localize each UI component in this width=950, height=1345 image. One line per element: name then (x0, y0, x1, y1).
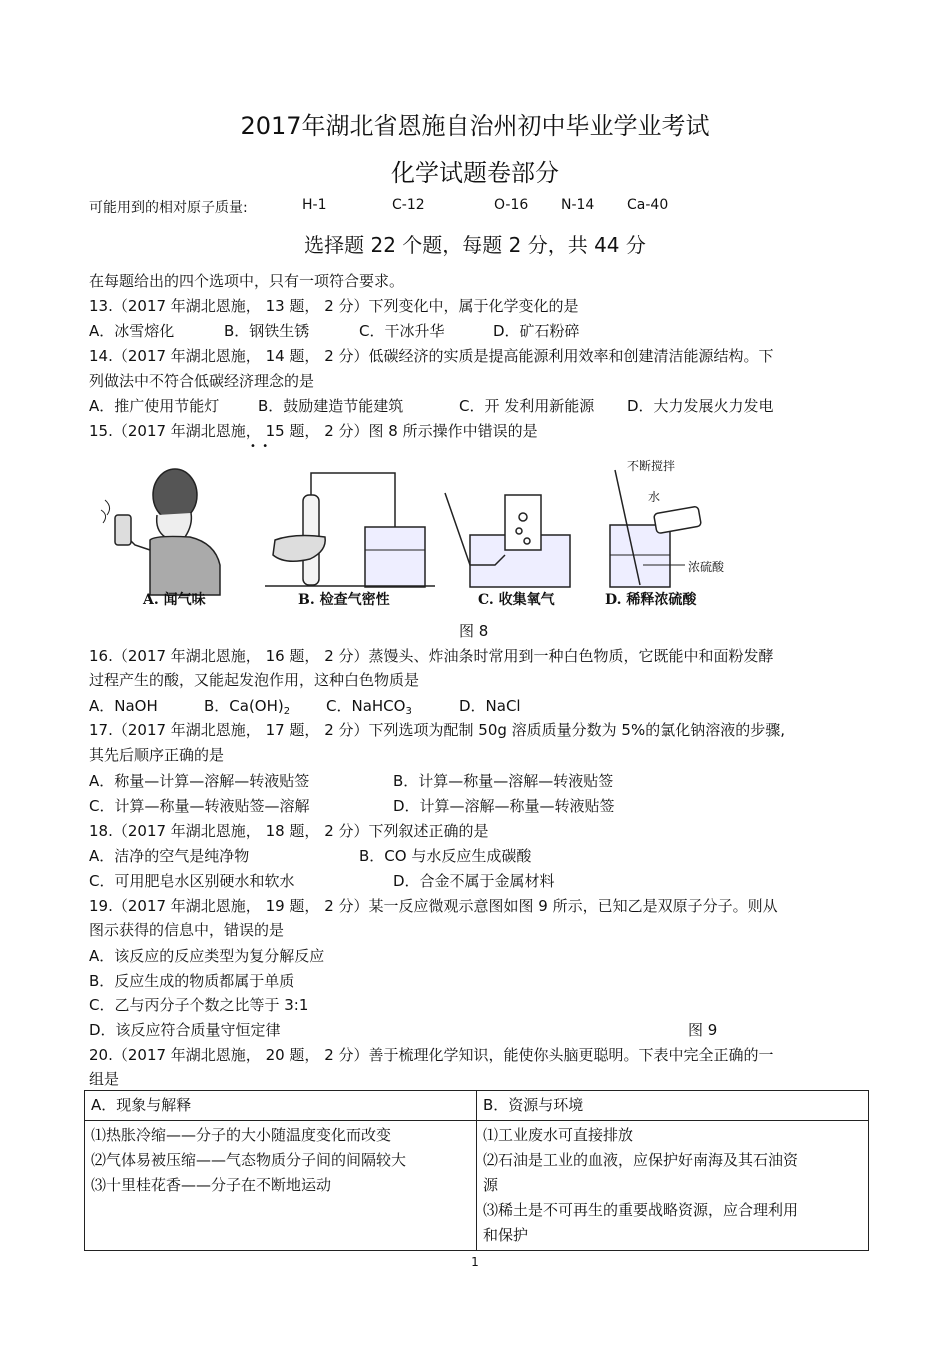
q18-option-d: D．合金不属于金属材料 (393, 872, 555, 890)
q13-stem: 13.（2017 年湖北恩施， 13 题， 2 分）下列变化中，属于化学变化的是 (89, 297, 579, 315)
q18-option-b: B．CO 与水反应生成碳酸 (359, 847, 532, 865)
q19-option-b: B．反应生成的物质都属于单质 (89, 972, 295, 990)
q20-b-item: 和保护 (483, 1226, 529, 1244)
figure-8-label-stir: 不断搅拌 (627, 459, 676, 473)
q14-option-a: A．推广使用节能灯 (89, 397, 220, 415)
q19-stem-line1: 19.（2017 年湖北恩施， 19 题， 2 分）某一反应微观示意图如图 9 所示，已知乙是双原子分子。则从 (89, 897, 778, 915)
figure-8a-person-smelling (101, 469, 220, 595)
q17-stem-line2: 其先后顺序正确的是 (89, 746, 225, 764)
q20-a-item: ⑶十里桂花香——分子在不断地运动 (91, 1176, 332, 1194)
q20-table (84, 1090, 869, 1251)
q20-cell-a (85, 1121, 477, 1251)
figure-8-caption-b: B. 检查气密性 (298, 592, 390, 608)
q18-option-a: A．洁净的空气是纯净物 (89, 847, 250, 865)
figure-8-caption-a: A. 闻气味 (143, 592, 206, 608)
emphasis-dots: • • (250, 441, 269, 452)
q13-option-a: A．冰雪熔化 (89, 322, 175, 340)
q19-option-c: C．乙与丙分子个数之比等于 3:1 (89, 996, 309, 1014)
figure-9-label: 图 9 (688, 1021, 718, 1039)
atomic-mass-ca: Ca-40 (627, 197, 669, 213)
figure-8b-airtightness-check (265, 473, 435, 587)
q20-a-item: ⑴热胀冷缩——分子的大小随温度变化而改变 (91, 1126, 392, 1144)
section-heading: 选择题 22 个题，每题 2 分，共 44 分 (304, 233, 646, 257)
atomic-mass-o: O-16 (494, 197, 529, 213)
q13-option-c: C．干冰升华 (359, 322, 445, 340)
q18-stem: 18.（2017 年湖北恩施， 18 题， 2 分）下列叙述正确的是 (89, 822, 489, 840)
q14-option-b: B．鼓励建造节能建筑 (258, 397, 404, 415)
q19-stem-line2: 图示获得的信息中，错误的是 (89, 921, 285, 939)
q20-b-item: ⑴工业废水可直接排放 (483, 1126, 634, 1144)
q18-option-c: C．可用肥皂水区别硬水和软水 (89, 872, 295, 890)
q20-a-item: ⑵气体易被压缩——气态物质分子间的间隔较大 (91, 1151, 407, 1169)
figure-8-label-water: 水 (648, 490, 661, 504)
q16-option-b: B．$Ca(OH)_2$ (204, 697, 291, 717)
q17-option-d: D．计算—溶解—称量—转液贴签 (393, 797, 615, 815)
q20-stem-line1: 20.（2017 年湖北恩施， 20 题， 2 分）善于梳理化学知识，能使你头脑更聪明。下表中完全正确的一 (89, 1046, 774, 1064)
q20-stem-line2: 组是 (89, 1070, 120, 1088)
q19-option-a: A．该反应的反应类型为复分解反应 (89, 947, 325, 965)
q16-stem-line1: 16.（2017 年湖北恩施， 16 题， 2 分）蒸馒头、炸油条时常用到一种白色物质，它既能中和面粉发酵 (89, 647, 774, 665)
q16-option-c: C．NaHCO$_3$ (326, 697, 412, 717)
figure-8-caption-c: C. 收集氧气 (478, 592, 555, 608)
q20-b-item: ⑵石油是工业的血液，应保护好南海及其石油资 (483, 1151, 799, 1169)
q20-cell-b (477, 1121, 869, 1251)
section-instruction: 在每题给出的四个选项中，只有一项符合要求。 (89, 272, 405, 290)
atomic-mass-h: H-1 (302, 197, 327, 213)
q17-option-b: B．计算—称量—溶解—转液贴签 (393, 772, 614, 790)
q17-option-c: C．计算—称量—转液贴签—溶解 (89, 797, 310, 815)
q14-option-c: C．开 发利用新能源 (459, 397, 595, 415)
q20-header-a: A．现象与解释 (85, 1091, 477, 1121)
figure-8-label-acid: 浓硫酸 (688, 560, 725, 574)
exam-subtitle: 化学试题卷部分 (391, 159, 559, 187)
q17-option-a: A．称量—计算—溶解—转液贴签 (89, 772, 310, 790)
q13-option-b: B．钢铁生锈 (224, 322, 310, 340)
q20-b-item: ⑶稀土是不可再生的重要战略资源，应合理利用 (483, 1201, 799, 1219)
page-number: 1 (471, 1255, 479, 1269)
figure-8-caption-d: D. 稀释浓硫酸 (605, 592, 697, 608)
q16-stem-line2: 过程产生的酸，又能起发泡作用，这种白色物质是 (89, 671, 420, 689)
q15-stem: 15.（2017 年湖北恩施， 15 题， 2 分）图 8 所示操作中错误的是 (89, 422, 538, 440)
q16-option-a: A．NaOH (89, 697, 158, 715)
q16-option-d: D．NaCl (459, 697, 521, 715)
q14-stem-line2: 列做法中不符合低碳经济理念的是 (89, 372, 315, 390)
q14-option-d: D．大力发展火力发电 (627, 397, 774, 415)
q20-b-item: 源 (483, 1176, 499, 1194)
q19-option-d: D．该反应符合质量守恒定律 (89, 1021, 281, 1039)
q13-option-d: D．矿石粉碎 (493, 322, 580, 340)
exam-title: 2017年湖北省恩施自治州初中毕业学业考试 (240, 112, 710, 140)
q20-header-b: B．资源与环境 (477, 1091, 869, 1121)
figure-8-label: 图 8 (459, 622, 489, 640)
figure-8c-collect-oxygen (445, 493, 570, 587)
q17-stem-line1: 17.（2017 年湖北恩施， 17 题， 2 分）下列选项为配制 50g 溶质质量分数为 5%的氯化钠溶液的步骤, (89, 721, 785, 739)
q14-stem-line1: 14.（2017 年湖北恩施， 14 题， 2 分）低碳经济的实质是提高能源利用效率和创建清洁能源结构。下 (89, 347, 774, 365)
atomic-mass-n: N-14 (561, 197, 595, 213)
atomic-mass-c: C-12 (392, 197, 425, 213)
atomic-mass-label: 可能用到的相对原子质量: (89, 200, 248, 216)
